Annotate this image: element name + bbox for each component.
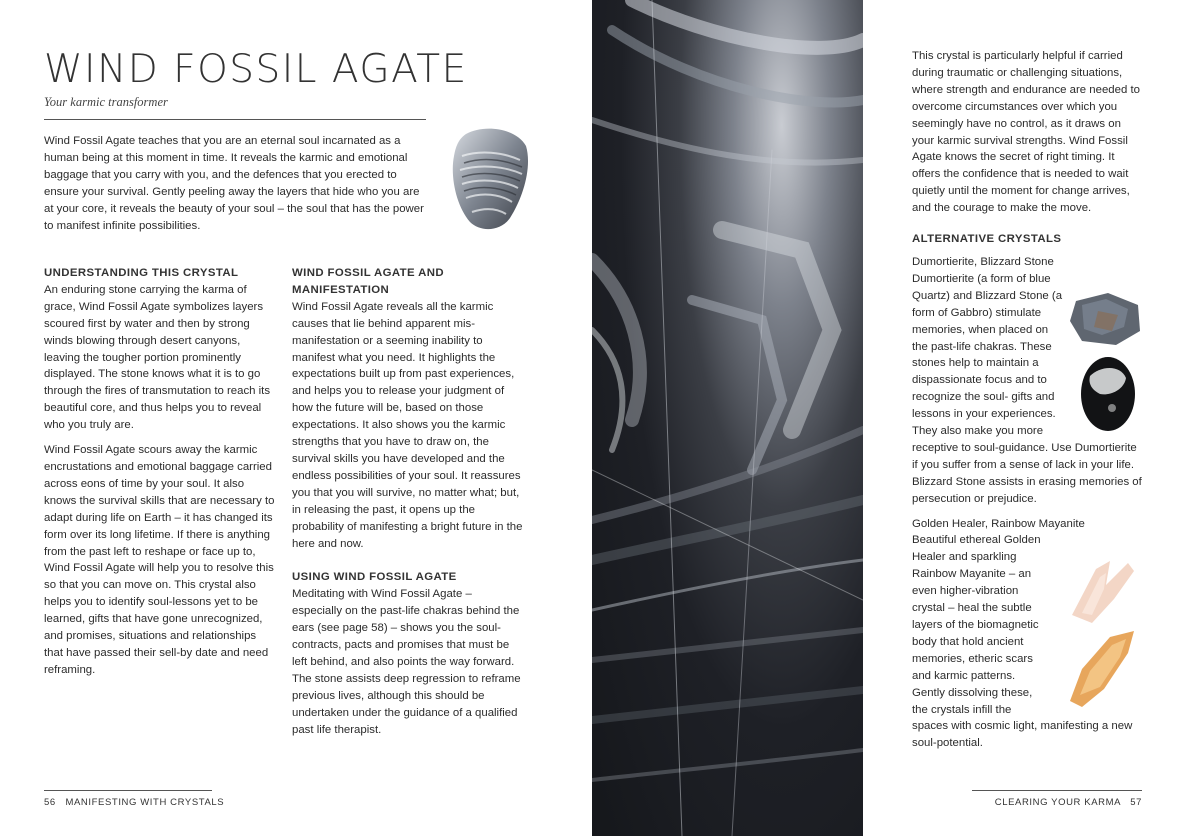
second-column [292,265,524,746]
intro-paragraph: Wind Fossil Agate teaches that you are an eternal soul incarnated as a human being at this moment in time. It reveals the karmic and emotional baggage that you carry with you, and the defences that you erected to ensure your survival. Gently peeling away the layers that hide who you are at your core, it reveals the beauty of your soul – the soul that has the power to manifest infinite possibilities. [44,135,424,232]
alternative-crystals-heading: ALTERNATIVE CRYSTALS [912,233,1062,246]
alt1-subheading: Dumortierite, Blizzard Stone [912,255,1054,268]
blizzard-stone-image [1080,356,1136,432]
manifestation-heading: WIND FOSSIL AGATE AND MANIFESTATION [292,267,445,296]
manifestation-paragraph: Wind Fossil Agate reveals all the karmic causes that lie behind apparent mis-manifestation or a seeming inability to manifest what you need. It highlights the expectations built up from past experiences, and helps you to release your judgment of how the future will be, based on those expectations. It also shows you the karmic strengths that you have to draw on, the survival skills you have developed and the endless possibilities of your soul. It reassures you that you will survive, no matter what; but, in releasing the past, it opens up the probability of manifesting a bright future in the here and now. [292,300,523,550]
using-paragraph: Meditating with Wind Fossil Agate – especially on the past-life chakras behind the ears (see page 58) – shows you the soul-contracts, pacts and promises that must be left behind, and also points the way forward. The stone assists deep regression to reframe previous lives, although this should be undertaken under the guidance of a qualified past life therapist. [292,588,521,736]
understanding-section [44,265,276,687]
alt2-subheading: Golden Healer, Rainbow Mayanite [912,517,1085,530]
footer-rule-right [972,790,1142,791]
understanding-paragraph-2: Wind Fossil Agate scours away the karmic encrustations and emotional baggage carried across eons of time by your soul. It also knows the survival skills that are necessary to adapt during life on Earth – it has changed its form over its long lifetime. If there is anything from the past left to reshape or face up to, Wind Fossil Agate will help you to resolve this so that you can move on. This crystal also helps you to identify soul-lessons yet to be learned, gifts that have gone unrecognized, and promises, situations and relationships that have passed their sell-by date and need reframing. [44,444,275,676]
dumortierite-image [1068,291,1142,347]
wind-fossil-agate-stone-image [450,126,530,232]
title-divider [44,119,426,120]
page-title: WIND FOSSIL AGATE [44,47,468,92]
agate-closeup-photo [592,0,863,836]
footer-rule-left [44,790,212,791]
understanding-paragraph-1: An enduring stone carrying the karma of grace, Wind Fossil Agate symbolizes layers scoured first by water and then by strong winds blowing through desert canyons, leaving the tougher portion prominently displayed. The stone knows what it is to go through the fires of transmutation to reach its beautiful core, and thus helps you to reveal who you truly are. [44,283,271,432]
folio-right: CLEARING YOUR KARMA 57 [994,797,1142,808]
rainbow-mayanite-image [1064,629,1140,709]
alt2-paragraph: Beautiful ethereal Golden Healer and sparkling Rainbow Mayanite – an even higher-vibration crystal – heal the subtle layers of the biomagnetic body that hold ancient memories, etheric scars and karmic patterns. Gently dissolving these, the crystals infill the spaces with cosmic light, manifesting a new soul-potential. [912,534,1133,750]
alt1-paragraph: Dumortierite (a form of blue Quartz) and Blizzard Stone (a form of Gabbro) stimulate memories, when placed on the past-life chakras. These stones help to maintain a dispassionate focus and to recognize the soul- gifts and lessons in your experiences. They also make you more receptive to soul-guidance. Use Dumortierite if you suffer from a sense of lack in your life. Blizzard Stone assists in erasing memories of persecution or prejudice. [912,272,1142,505]
folio-left: 56 MANIFESTING WITH CRYSTALS [44,797,225,808]
right-intro-paragraph: This crystal is particularly helpful if carried during traumatic or challenging situations, where strength and endurance are needed to overcome circumstances over which you seemingly have no control, as it draws on your karmic survival strengths. Wind Fossil Agate knows the secret of right timing. It offers the confidence that is needed to wait quietly until the moment for change arrives, and the courage to make the move. [912,50,1140,215]
golden-healer-image [1062,555,1142,627]
page-subtitle: Your karmic transformer [44,95,168,109]
using-heading: USING WIND FOSSIL AGATE [292,571,457,584]
agate-texture [592,0,863,836]
understanding-heading: UNDERSTANDING THIS CRYSTAL [44,267,239,279]
